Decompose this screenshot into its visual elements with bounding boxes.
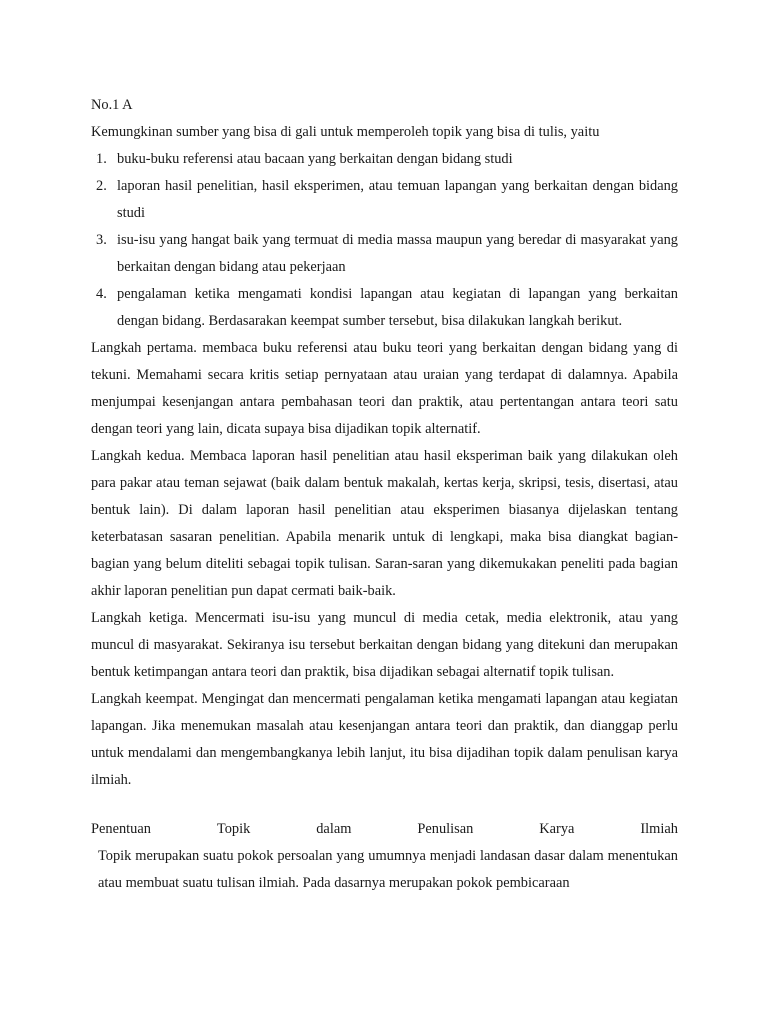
source-list xyxy=(91,146,678,335)
list-text: buku-buku referensi atau bacaan yang berkaitan dengan bidang studi xyxy=(117,151,513,167)
paragraph-step-4: Langkah keempat. Mengingat dan mencermati pengalaman ketika mengamati lapangan atau kegiatan lapangan. Jika menemukan masalah atau kesenjangan antara teori dan praktik, dan dianggap perlu untuk mendalami dan mengembangkanya lebih lanjut, itu bisa dijadihan topik dalam penulisan karya ilmiah. xyxy=(91,691,678,788)
list-text: isu-isu yang hangat baik yang termuat di media massa maupun yang beredar di masyarakat yang berkaitan dengan bidang atau pekerjaan xyxy=(117,232,678,275)
heading-word: dalam xyxy=(316,821,352,837)
heading-word: Ilmiah xyxy=(640,821,678,837)
heading-word: Penentuan xyxy=(91,821,151,837)
list-item xyxy=(91,281,678,335)
list-number: 2. xyxy=(96,178,107,194)
document-page xyxy=(91,92,678,897)
paragraph-step-1: Langkah pertama. membaca buku referensi atau buku teori yang berkaitan dengan bidang yang di tekuni. Memahami secara kritis setiap pernyataan atau uraian yang terdapat di dalamnya. Apabila menjumpai kesenjangan antara pembahasan teori dan praktik, atau pertentangan antara teori satu dengan teori yang lain, dicata supaya bisa dijadikan topik alternatif. xyxy=(91,340,678,437)
list-item xyxy=(91,146,678,173)
heading-word: Karya xyxy=(539,821,575,837)
section-heading xyxy=(91,816,678,843)
section-gap xyxy=(91,794,678,816)
list-text: laporan hasil penelitian, hasil eksperimen, atau temuan lapangan yang berkaitan dengan bidang studi xyxy=(117,178,678,221)
paragraph-step-2: Langkah kedua. Membaca laporan hasil penelitian atau hasil eksperiman baik yang dilakukan oleh para pakar atau teman sejawat (baik dalam bentuk makalah, kertas kerja, skripsi, tesis, disertasi, atau bentuk lain). Di dalam laporan hasil penelitian atau eksperimen biasanya dijelaskan tentang keterbatasan sasaran penelitian. Apabila menarik untuk di lengkapi, maka bisa diangkat bagian-bagian yang belum diteliti sebagai topik tulisan. Saran-saran yang dikemukakan peneliti pada bagian akhir laporan penelitian pun dapat cermati baik-baik. xyxy=(91,448,678,599)
heading-word: Topik xyxy=(216,821,251,837)
list-item xyxy=(91,227,678,281)
doc-title: No.1 A xyxy=(91,97,133,113)
list-number: 1. xyxy=(96,151,107,167)
heading-word: Penulisan xyxy=(417,821,474,837)
list-item xyxy=(91,173,678,227)
list-text: pengalaman ketika mengamati kondisi lapangan atau kegiatan di lapangan yang berkaitan dengan bidang. Berdasarakan keempat sumber tersebut, bisa dilakukan langkah berikut. xyxy=(117,286,678,329)
paragraph-step-3: Langkah ketiga. Mencermati isu-isu yang muncul di media cetak, media elektronik, atau yang muncul di masyarakat. Sekiranya isu tersebut berkaitan dengan bidang yang ditekuni dan merupakan bentuk ketimpangan antara teori dan praktik, bisa dijadikan sebagai alternatif topik tulisan. xyxy=(91,610,678,680)
paragraph-topic-definition: Topik merupakan suatu pokok persoalan yang umumnya menjadi landasan dasar dalam menentukan atau membuat suatu tulisan ilmiah. Pada dasarnya merupakan pokok pembicaraan xyxy=(98,848,678,891)
list-number: 3. xyxy=(96,232,107,248)
doc-intro: Kemungkinan sumber yang bisa di gali untuk memperoleh topik yang bisa di tulis, yaitu xyxy=(91,124,600,140)
list-number: 4. xyxy=(96,286,107,302)
